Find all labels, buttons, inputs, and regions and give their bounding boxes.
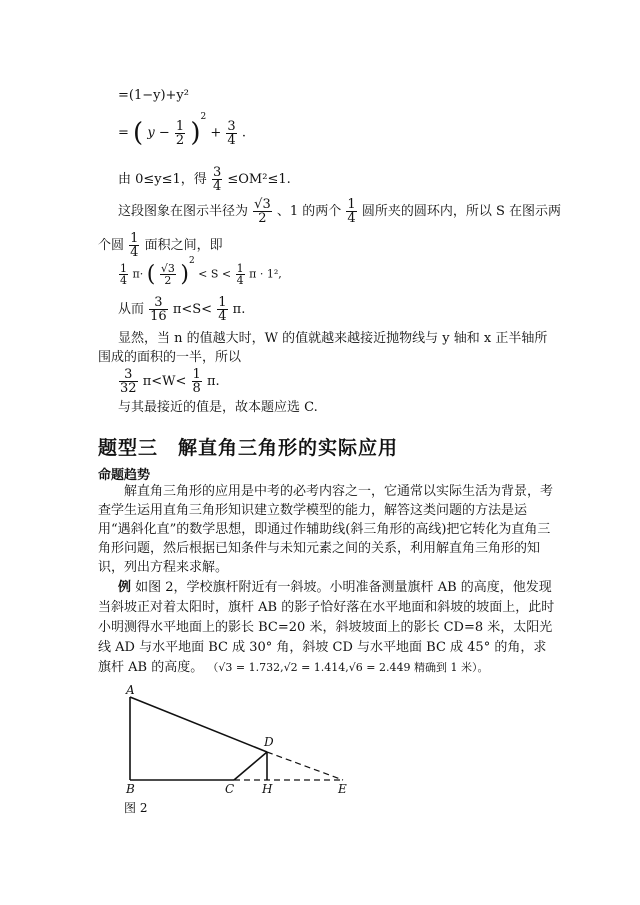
- fraction: $\frac{3}{4}$: [212, 165, 222, 194]
- fraction-root3-over-2: $\frac{√3}{2}$: [254, 197, 271, 226]
- fraction-half: $\frac{1}{2}$: [175, 118, 185, 148]
- segment-ad: [130, 697, 267, 752]
- trend-paragraph: 解直角三角形的应用是中考的必考内容之一，它通常以实际生活为背景，考查学生运用直角三角形知识建立数学模型的能力，解答这类问题的方法是运用“遇斜化直”的数学思想，即通过作辅助线(斜三角形的高线)把它转化为直角三角形问题，然后根据已知条件与未知元素之间的关系，利用解直角三角形的知识，列出方程来求解。: [98, 484, 554, 575]
- example-label: 例: [118, 580, 132, 595]
- math-line-3: 由 0≤y≤1，得 $\frac{3}{4}$ ≤OM²≤1.: [118, 165, 291, 194]
- label-e: E: [338, 782, 347, 796]
- segment-de-dashed: [267, 752, 343, 780]
- section-heading: 题型三 解直角三角形的实际应用: [98, 437, 399, 459]
- fraction-quarter: $\frac{1}{4}$: [130, 231, 139, 260]
- minus-sign: −: [158, 125, 170, 141]
- paragraph-1-line-1: 这段图象在图示半径为 $\frac{√3}{2}$ 、1 的两个 $\frac{1}{4}$ 圆所夹的圆环内，所以 S 在图示两: [118, 197, 561, 226]
- math-line-2: = ( y − $\frac{1}{2}$ )$^2$ + $\frac{3}{4}$ .: [118, 112, 246, 148]
- paragraph-2: 显然，当 n 的值越大时，W 的值就越来越接近抛物线与 y 轴和 x 正半轴所围成的面积的一半，所以: [98, 331, 548, 365]
- label-b: B: [126, 782, 135, 796]
- segment-cd: [234, 752, 267, 780]
- fraction-quarter: $\frac{1}{4}$: [347, 197, 356, 226]
- plus-sign: +: [210, 125, 222, 141]
- var-y: y: [147, 125, 155, 141]
- exponent: 2: [200, 112, 207, 123]
- label-h: H: [262, 782, 273, 796]
- paragraph-1-line-2: 个圆 $\frac{1}{4}$ 面积之间，即: [98, 231, 223, 260]
- example-paragraph: 例 如图 2，学校旗杆附近有一斜坡。小明准备测量旗杆 AB 的高度，他发现当斜坡正对着太阳时，旗杆 AB 的影子恰好落在水平地面和斜坡的坡面上，此时小明测得水平地面上的影长 BC=20 米，斜坡坡面上的影长 CD=8 米，太阳光线 AD 与水平地面 BC 成 30° 角，斜坡 CD 与水平地面 BC 成 45° 的角，求旗杆 AB 的高度。 （√3 = 1.732,√2 = 1.414,√6 = 2.449 精确到 1 米）。: [98, 580, 555, 675]
- right-paren: ): [190, 118, 201, 148]
- inequality-3: $\frac{3}{32}$ π<W< $\frac{1}{8}$ π.: [120, 367, 220, 396]
- label-c: C: [225, 782, 235, 796]
- inequality-2: 从而 $\frac{3}{16}$ π<S< $\frac{1}{4}$ π.: [118, 295, 246, 324]
- left-paren: (: [133, 118, 144, 148]
- label-d: D: [264, 735, 274, 749]
- subheading: 命题趋势: [98, 468, 151, 483]
- conclusion: 与其最接近的值是，故本题应选 C.: [118, 400, 318, 415]
- math-line-1-text: =(1−y)+y²: [118, 88, 189, 103]
- figure-caption: 图 2: [124, 801, 148, 815]
- inequality-1: $\frac{1}{4}$ π· ( $\frac{√3}{2}$ )$^2$ < S < $\frac{1}{4}$ π · 1²,: [120, 255, 282, 287]
- example-hint: （√3 = 1.732,√2 = 1.414,√6 = 2.449 精确到 1 米）。: [207, 661, 489, 674]
- fraction-three-quarters: $\frac{3}{4}$: [227, 118, 236, 148]
- label-a: A: [126, 683, 135, 697]
